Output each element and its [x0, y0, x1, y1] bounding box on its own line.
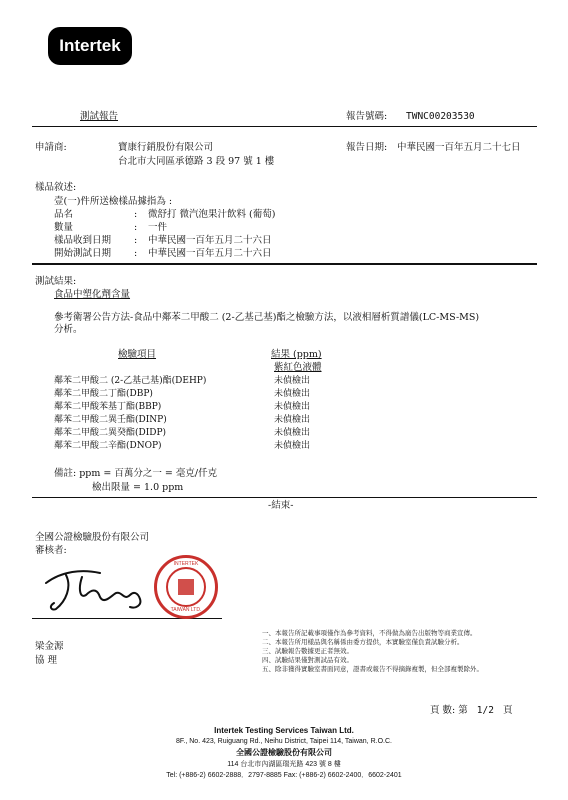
end-rule: [32, 497, 537, 498]
test-result: 未偵檢出: [274, 389, 311, 399]
report-no: TWNC00203530: [406, 111, 475, 122]
test-result: 未偵檢出: [274, 428, 311, 438]
signature-line: [32, 618, 222, 619]
test-item: 鄰苯二甲酸二 (2-乙基己基)酯(DEHP): [54, 376, 207, 386]
note-item: 三、試驗報告數據更正者無效。: [262, 647, 353, 655]
company-seal-stamp: INTERTEK TAIWAN LTD.: [154, 555, 218, 619]
sample-row-value: 一件: [148, 222, 168, 233]
note-item: 一、本報告所記載事項僅作為參考資料，不得做為廣告出版物等商業宣傳。: [262, 629, 477, 637]
results-subheading: 食品中塑化劑含量: [54, 289, 131, 300]
signer-title: 協 理: [35, 655, 58, 666]
footer-company-en: Intertek Testing Services Taiwan Ltd.: [214, 726, 354, 735]
applicant-address: 台北市大同區承德路 3 段 97 號 1 樓: [118, 156, 275, 167]
sample-row-label: 品名: [54, 209, 74, 220]
test-result: 未偵檢出: [274, 376, 311, 386]
test-item: 鄰苯二甲酸二異癸酯(DIDP): [54, 428, 167, 438]
section-rule: [32, 263, 537, 265]
sample-row-value: 中華民國一百年五月二十六日: [148, 248, 272, 259]
intertek-logo: Intertek: [48, 27, 132, 65]
sample-intro: 壹(一)件所送檢樣品據指為 :: [54, 196, 173, 207]
reviewer-label: 審核者:: [35, 545, 67, 556]
table-row: [54, 441, 310, 452]
sample-row-label: 開始測試日期: [54, 248, 112, 259]
footer-address-en: 8F., No. 423, Ruiguang Rd., Neihu District, Taipei 114, Taiwan, R.O.C.: [176, 738, 392, 745]
column-header-item: 檢驗項目: [118, 349, 157, 360]
note-item: 二、本報告所用樣品與名稱係由委方提供，本實驗室僅負責試驗分析。: [262, 638, 464, 646]
footer-contact: Tel: (+886-2) 6602-2888．2797-8885 Fax: (+886-2) 6602-2400．6602-2401: [166, 772, 402, 779]
signer-name: 梁金源: [35, 641, 64, 652]
sample-row: [54, 235, 272, 247]
sample-row-value: 中華民國一百年五月二十六日: [148, 235, 272, 246]
header-rule: [32, 126, 537, 127]
sample-row-sep: :: [134, 248, 138, 259]
report-date-label: 報告日期:: [346, 142, 388, 153]
test-item: 鄰苯二甲酸二異壬酯(DINP): [54, 415, 167, 425]
page-number: [430, 705, 513, 717]
page-label: 頁 數: 第: [430, 705, 468, 716]
remark-line-1: 備註: ppm = 百萬分之一 = 毫克/仟克: [54, 468, 218, 479]
column-header-result: 結果 (ppm): [271, 349, 322, 360]
table-row: [54, 415, 310, 426]
method-line-2: 分析。: [54, 324, 83, 335]
remark-line-2: 檢出限量 = 1.0 ppm: [92, 482, 184, 493]
sample-row: [54, 248, 272, 260]
table-row: [54, 428, 310, 439]
test-item: 鄰苯二甲酸二辛酯(DNOP): [54, 441, 162, 451]
sample-row-label: 數量: [54, 222, 74, 233]
table-row: [54, 389, 310, 400]
sample-row-value: 微舒打 微汽泡果汁飲料 (葡萄): [148, 209, 276, 220]
sample-row: [54, 222, 167, 234]
end-mark: -結束-: [268, 500, 294, 511]
sample-row-sep: :: [134, 235, 138, 246]
sample-row-label: 樣品收到日期: [54, 235, 112, 246]
footer-address-zh: 114 台北市內湖區瑞光路 423 號 8 樓: [227, 761, 341, 768]
table-row: [54, 402, 310, 413]
report-date: 中華民國一百年五月二十七日: [397, 142, 521, 153]
document-title: 測試報告: [80, 111, 119, 122]
note-item: 五、除非獲得實驗室書面同意，證書或報告不得摘錄複製，但全部複製除外。: [262, 665, 483, 673]
test-result: 未偵檢出: [274, 415, 311, 425]
results-heading: 測試結果:: [35, 276, 77, 287]
sample-row-sep: :: [134, 222, 138, 233]
note-item: 四、試驗結果僅對測試品有效。: [262, 656, 353, 664]
footer-company-zh: 全國公證檢驗股份有限公司: [236, 748, 332, 757]
signoff-company: 全國公證檢驗股份有限公司: [35, 532, 150, 543]
signature: [42, 565, 152, 615]
sample-heading: 樣品敘述:: [35, 182, 77, 193]
sample-row-sep: :: [134, 209, 138, 220]
method-line-1: 參考衛署公告方法-食品中鄰苯二甲酸二 (2-乙基己基)酯之檢驗方法，以液相層析質譜儀(LC-MS-MS): [54, 312, 480, 323]
report-no-label: 報告號碼:: [346, 111, 388, 122]
test-item: 鄰苯二甲酸二丁酯(DBP): [54, 389, 153, 399]
column-header-sample: 紫紅色液體: [274, 362, 322, 373]
page-suffix: 頁: [502, 705, 513, 716]
page-value: 1/2: [476, 705, 494, 716]
test-item: 鄰苯二甲酸苯基丁酯(BBP): [54, 402, 162, 412]
sample-row: [54, 209, 275, 221]
test-result: 未偵檢出: [274, 441, 311, 451]
table-row: [54, 376, 310, 387]
applicant-name: 寶康行銷股份有限公司: [118, 142, 214, 153]
test-result: 未偵檢出: [274, 402, 311, 412]
applicant-label: 申請商:: [35, 142, 67, 153]
